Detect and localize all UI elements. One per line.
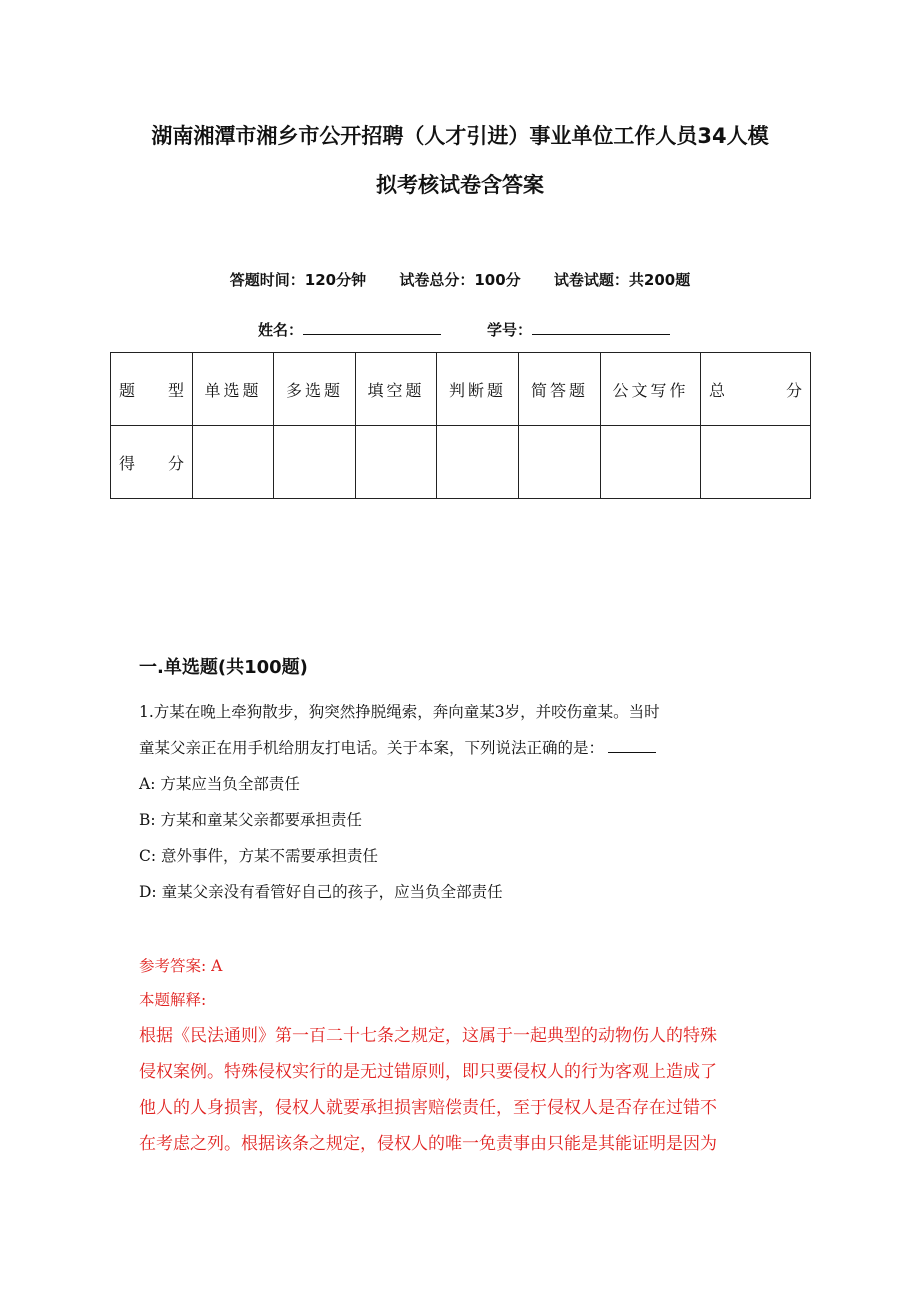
exam-meta [110, 268, 810, 292]
exam-total-score: 试卷总分：100分 [399, 271, 521, 289]
score-cell [356, 426, 437, 499]
score-cell [437, 426, 519, 499]
name-blank [303, 318, 441, 335]
option-a: A: 方某应当负全部责任 [139, 775, 300, 793]
score-cell [193, 426, 274, 499]
explanation-line-4: 在考虑之列。根据该条之规定，侵权人的唯一免责事由只能是其能证明是因为 [139, 1134, 717, 1154]
header-cell-short-answer: 简答题 [519, 353, 601, 426]
question-1-line-2-text: 童某父亲正在用手机给朋友打电话。关于本案，下列说法正确的是： [139, 739, 605, 757]
name-label: 姓名： [258, 321, 304, 339]
header-cell-fill-blank: 填空题 [356, 353, 437, 426]
explanation-line-1: 根据《民法通则》第一百二十七条之规定，这属于一起典型的动物伤人的特殊 [139, 1026, 717, 1046]
option-c: C: 意外事件，方某不需要承担责任 [139, 847, 379, 865]
candidate-info [258, 318, 670, 342]
explanation-line-2: 侵权案例。特殊侵权实行的是无过错原则，即只要侵权人的行为客观上造成了 [139, 1062, 717, 1082]
answer-blank [608, 738, 656, 753]
header-cell-document-writing: 公文写作 [601, 353, 701, 426]
section-title: 一.单选题(共100题) [139, 657, 308, 678]
exam-time: 答题时间：120分钟 [229, 271, 367, 289]
header-cell-type: 题 型 [111, 353, 193, 426]
score-cell [519, 426, 601, 499]
score-table-header-row [111, 353, 811, 426]
document-title-line-1: 湖南湘潭市湘乡市公开招聘（人才引进）事业单位工作人员34人模 [151, 124, 769, 148]
option-b: B: 方某和童某父亲都要承担责任 [139, 811, 363, 829]
explanation-line-3: 他人的人身损害，侵权人就要承担损害赔偿责任，至于侵权人是否存在过错不 [139, 1098, 717, 1118]
score-cell [701, 426, 811, 499]
question-1-line-1: 1.方某在晚上牵狗散步，狗突然挣脱绳索，奔向童某3岁，并咬伤童某。当时 [139, 703, 660, 721]
explanation-label: 本题解释: [139, 991, 207, 1009]
id-blank [532, 318, 670, 335]
score-cell [601, 426, 701, 499]
score-cell [274, 426, 356, 499]
document-title-line-2: 拟考核试卷含答案 [376, 173, 544, 197]
header-cell-total: 总 分 [701, 353, 811, 426]
question-1-line-2 [139, 736, 656, 760]
score-table-score-row [111, 426, 811, 499]
score-table [110, 352, 811, 499]
header-cell-true-false: 判断题 [437, 353, 519, 426]
id-label: 学号： [487, 321, 533, 339]
exam-question-count: 试卷试题：共200题 [553, 271, 691, 289]
score-row-label: 得 分 [111, 426, 193, 499]
option-d: D: 童某父亲没有看管好自己的孩子，应当负全部责任 [139, 883, 503, 901]
header-cell-single-choice: 单选题 [193, 353, 274, 426]
header-cell-multiple-choice: 多选题 [274, 353, 356, 426]
reference-answer: 参考答案: A [139, 957, 223, 975]
